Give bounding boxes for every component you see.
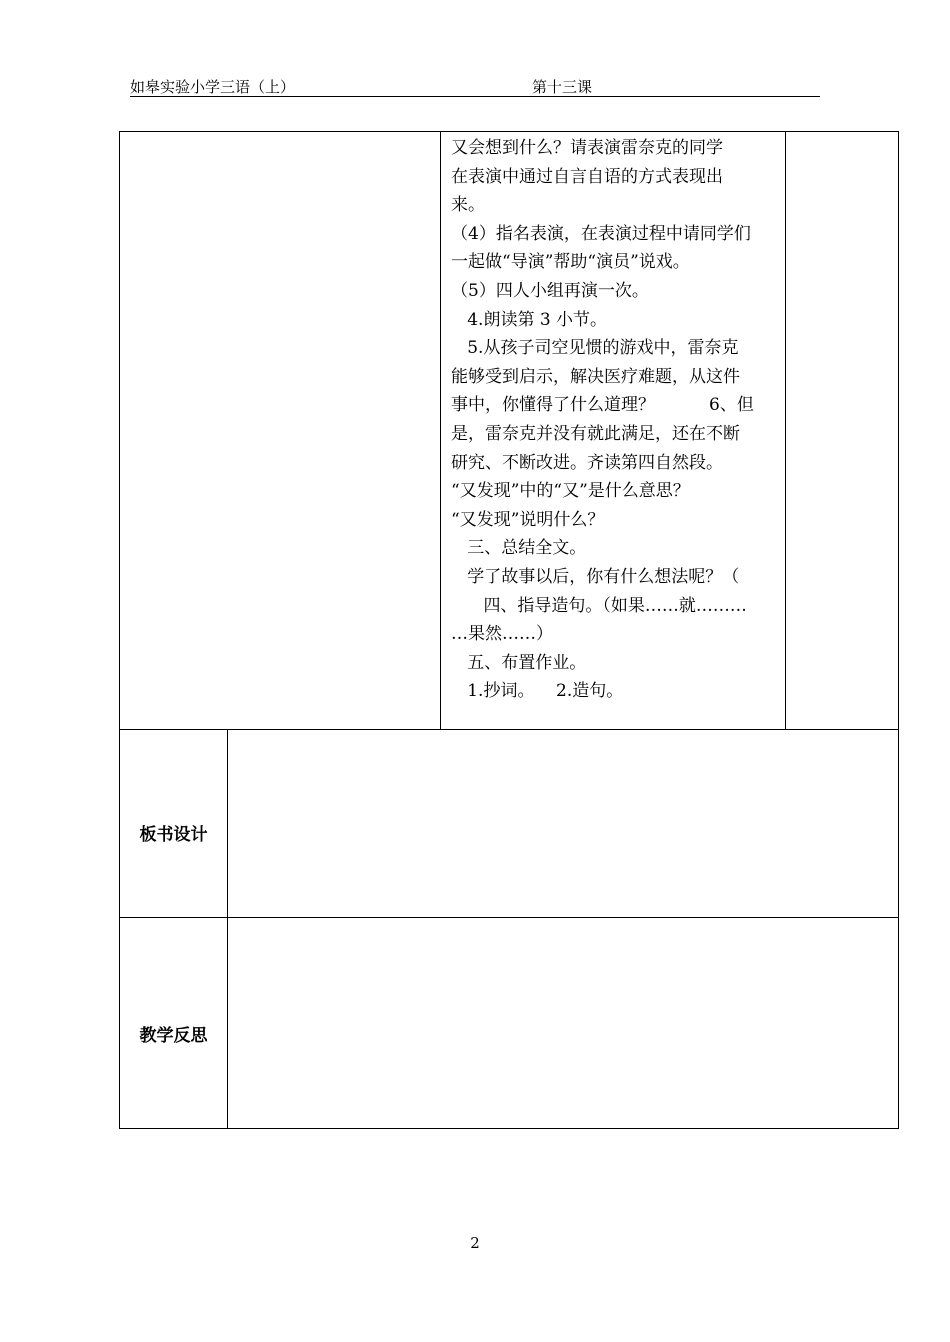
text-line: 是，雷奈克并没有就此满足，还在不断 [451, 423, 740, 444]
column-divider [440, 132, 441, 729]
text-line: 三、总结全文。 [451, 538, 587, 559]
text-line: 五、布置作业。 [451, 652, 587, 673]
text-line: 学了故事以后，你有什么想法呢？（ [451, 566, 740, 587]
page-number: 2 [470, 1234, 480, 1252]
text-line: 1.抄词。 2.造句。 [451, 681, 624, 702]
board-design-label: 板书设计 [139, 825, 208, 845]
header-school-title: 如皋实验小学三语（上） [130, 78, 296, 96]
lesson-plan-table [119, 131, 899, 1129]
text-line: “又发现”中的“又”是什么意思？ [451, 481, 690, 502]
column-divider [227, 730, 228, 917]
header-lesson-title: 第十三课 [532, 78, 593, 96]
text-line: 又会想到什么？请表演雷奈克的同学 [451, 138, 723, 158]
table-row-process [120, 132, 898, 730]
text-line: 能够受到启示，解决医疗难题，从这件 [451, 366, 740, 387]
text-line: 5.从孩子司空见惯的游戏中，雷奈克 [451, 338, 739, 359]
text-line: 一起做“导演”帮助“演员”说戏。 [451, 252, 690, 273]
text-line: “又发现”说明什么？ [451, 509, 605, 530]
table-row-reflection [120, 918, 898, 1128]
teaching-process-text [451, 134, 786, 706]
text-line: （4）指名表演，在表演过程中请同学们 [451, 223, 751, 244]
text-line: …果然……） [451, 624, 553, 645]
text-line: 来。 [451, 195, 485, 216]
text-line: 事中，你懂得了什么道理？ 6、但 [451, 395, 754, 416]
text-line: 四、指导造句。（如果……就……… [451, 595, 747, 616]
text-line: （5）四人小组再演一次。 [451, 280, 649, 301]
page-header [130, 76, 820, 97]
text-line: 4.朗读第 3 小节。 [451, 309, 608, 330]
column-divider [227, 918, 228, 1128]
reflection-label: 教学反思 [139, 1026, 208, 1046]
text-line: 研究、不断改进。齐读第四自然段。 [451, 452, 723, 473]
table-row-board-design [120, 730, 898, 918]
text-line: 在表演中通过自言自语的方式表现出 [451, 166, 723, 187]
